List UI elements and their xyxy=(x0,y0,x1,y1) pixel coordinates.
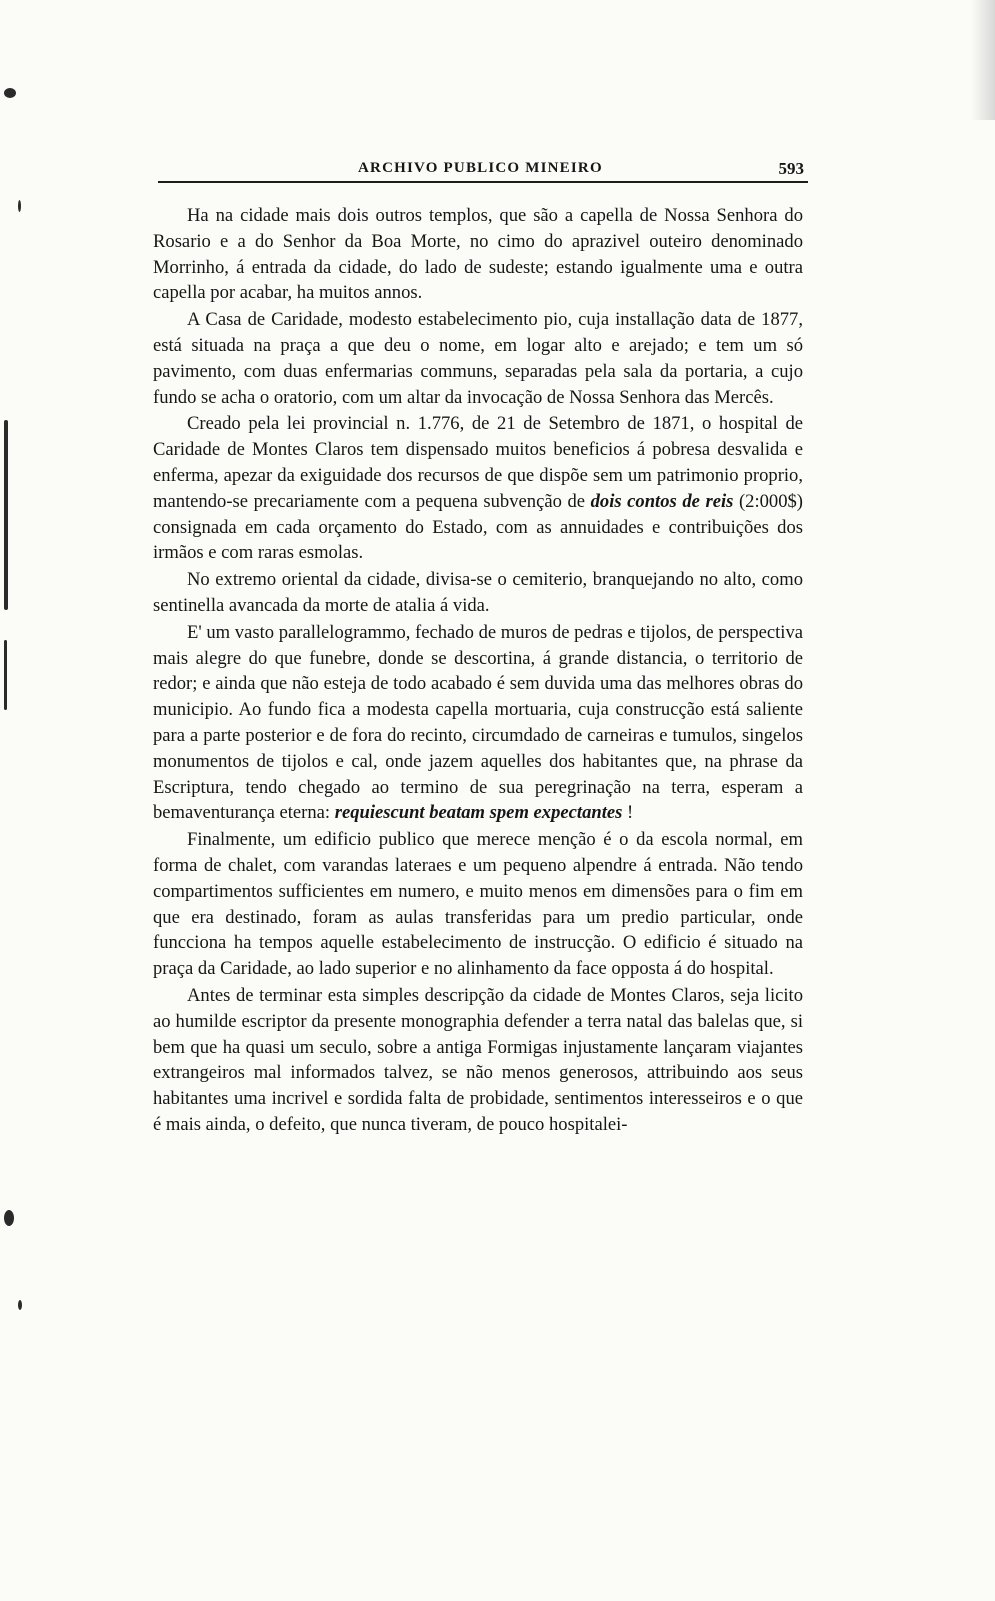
paragraph-parallelogrammo xyxy=(153,620,803,826)
paragraph-hospital-italic: dois contos de reis xyxy=(590,490,734,512)
page-number: 593 xyxy=(778,159,804,178)
paragraph-casa-de-caridade: A Casa de Caridade, modesto estabelecimento pio, cuja installação data de 1877, está situada na praça a que deu o nome, em logar alto e arejado; e tem um só pavimento, com duas enfermarias communs, separadas pela sala da portaria, a cujo fundo se acha o oratorio, com um altar da invocação de Nossa Senhora das Mercês. xyxy=(153,309,803,408)
paragraph-hospital xyxy=(153,411,803,566)
body-text xyxy=(153,203,803,1138)
paragraph-escola-normal: Finalmente, um edificio publico que merece menção é o da escola normal, em forma de chalet, com varandas lateraes e um pequeno alpendre á entrada. Não tendo compartimentos sufficientes em numero, e muito menos em dimensões para o fim em que era destinado, foram as aulas transferidas para um predio particular, onde funcciona ha tempos aquelle estabelecimento de instrucção. O edificio é situado na praça da Caridade, ao lado superior e no alinhamento da face opposta á do hospital. xyxy=(153,829,803,980)
paragraph-hospital-text: Creado pela lei provincial n. 1.776, de 21 de Setembro de 1871, o hospital de Caridade de Montes Claros tem dispensado muitos beneficios á pobresa desvalida e enferma, apezar da exiguidade dos recursos de que dispõe sem um patrimonio proprio, mantendo-se precariamente com a pequena subvenção de xyxy=(153,413,803,512)
running-title: ARCHIVO PUBLICO MINEIRO xyxy=(358,160,603,176)
paragraph-parallelogrammo-text-end: ! xyxy=(622,802,634,824)
paragraph-parallelogrammo-text: E' um vasto parallelogrammo, fechado de muros de pedras e tijolos, de perspectiva mais alegre do que funebre, donde se descortina, á grande distancia, o territorio de redor; e ainda que não esteja de todo acabado é sem duvida uma das melhores obras do municipio. Ao fundo fica a modesta capella mortuaria, cuja construcção está saliente para a parte posterior e de fora do recinto, circumdado de carneiras e tumulos, singelos monumentos de tijolos e cal, onde jazem aquelles dos habitantes que, na phrase da Escriptura, tendo chegado ao termino de sua peregrinação na terra, esperam a bemaventurança eterna: xyxy=(153,621,803,824)
paragraph-temples: Ha na cidade mais dois outros templos, que são a capella de Nossa Senhora do Rosario e a do Senhor da Boa Morte, no cimo do aprazivel outeiro denominado Morrinho, á entrada da cidade, do lado de sudeste; estando igualmente uma e outra capella por acabar, ha muitos annos. xyxy=(153,205,803,304)
scan-speck xyxy=(18,200,21,212)
paragraph-hospital-text-end: (2:000$) consignada em cada orçamento do Estado, com as annuidades e contribuições dos irmãos e com raras esmolas. xyxy=(153,490,803,564)
page-header xyxy=(158,160,808,180)
scan-speck xyxy=(4,420,8,610)
scan-speck xyxy=(4,1210,14,1226)
header-rule xyxy=(158,181,808,183)
paragraph-conclusion: Antes de terminar esta simples descripção da cidade de Montes Claros, seja licito ao humilde escriptor da presente monographia defender a terra natal das balelas que, si bem que ha quasi um seculo, sobre a antiga Formigas injustamente lançaram viajantes extrangeiros mal informados talvez, se não menos generosos, attribuindo aos seus habitantes uma incrivel e sordida falta de probidade, sentimentos interesseiros e o que é mais ainda, o defeito, que nunca tiveram, de pouco hospitalei- xyxy=(153,984,803,1135)
paragraph-parallelogrammo-latin: requiescunt beatam spem expectantes xyxy=(334,802,623,824)
scan-speck xyxy=(18,1300,22,1310)
scan-speck xyxy=(4,88,16,98)
scan-speck xyxy=(4,640,7,710)
paragraph-cemiterio: No extremo oriental da cidade, divisa-se o cemiterio, branquejando no alto, como sentinella avancada da morte de atalia á vida. xyxy=(153,569,803,616)
scan-edge-shadow xyxy=(971,0,995,120)
